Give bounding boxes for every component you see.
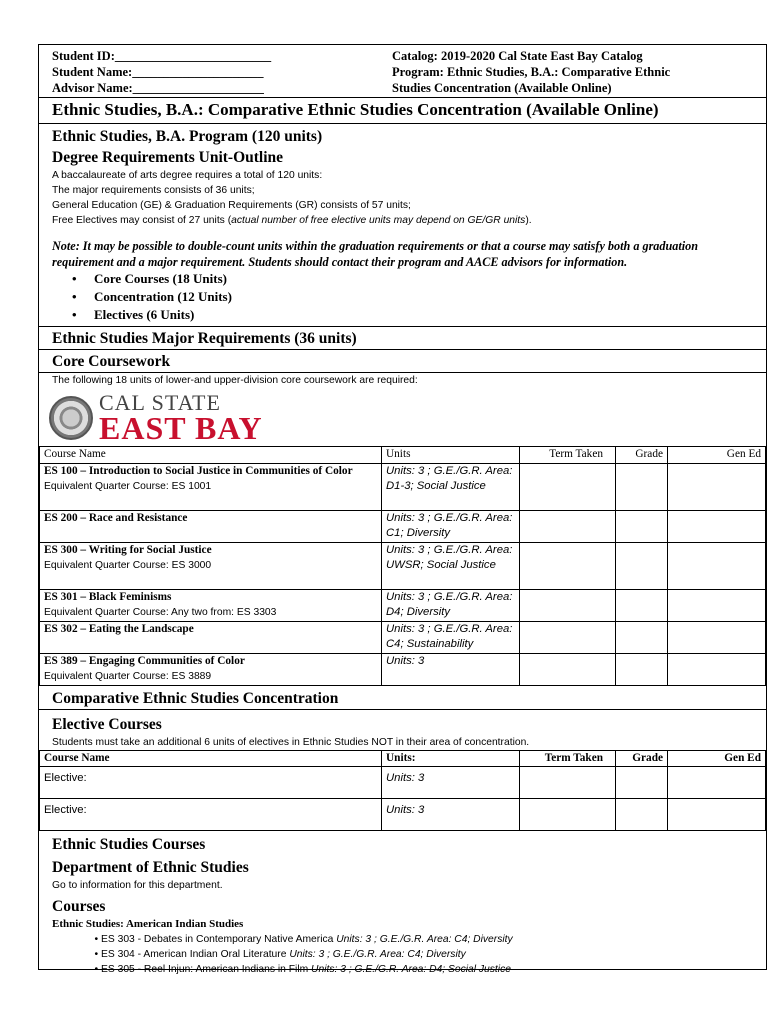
list-item[interactable] bbox=[101, 947, 766, 962]
core-course-table bbox=[39, 446, 766, 686]
term-cell[interactable] bbox=[520, 621, 616, 653]
gened-cell[interactable] bbox=[668, 463, 766, 510]
program-line-3: General Education (GE) & Graduation Requirements (GR) consists of 57 units; bbox=[52, 200, 411, 211]
header-units: Units: bbox=[382, 750, 520, 767]
header-term: Term Taken bbox=[520, 750, 616, 767]
seal-icon bbox=[49, 396, 93, 440]
table-row bbox=[40, 589, 766, 621]
grade-cell[interactable] bbox=[616, 463, 668, 510]
grade-cell[interactable] bbox=[616, 510, 668, 542]
course-name: ES 302 – Eating the Landscape bbox=[44, 622, 194, 635]
course-text: ES 303 - Debates in Contemporary Native America bbox=[101, 934, 337, 945]
requirement-bullets bbox=[39, 270, 766, 324]
logo-line-1: CAL STATE bbox=[99, 390, 221, 415]
gened-cell[interactable] bbox=[668, 621, 766, 653]
logo-line-2: EAST BAY bbox=[99, 410, 263, 446]
term-cell[interactable] bbox=[520, 799, 616, 831]
core-heading: Core Coursework bbox=[39, 349, 766, 372]
course-units: Units: 3 ; G.E./G.R. Area: UWSR; Social Justice bbox=[382, 542, 520, 589]
course-list bbox=[39, 932, 766, 977]
free-italic: actual number of free elective units may depend on GE/GR units bbox=[231, 215, 526, 226]
list-item[interactable] bbox=[101, 932, 766, 947]
dept-heading-1: Ethnic Studies Courses bbox=[52, 836, 206, 853]
course-name: ES 301 – Black Feminisms bbox=[44, 590, 172, 603]
student-info bbox=[39, 45, 370, 97]
logo-wordmark bbox=[99, 392, 263, 444]
term-cell[interactable] bbox=[520, 653, 616, 685]
department-section bbox=[39, 831, 766, 977]
course-text: ES 305 - Reel Injun: American Indians in Film bbox=[101, 964, 312, 975]
bullet-electives: • Electives (6 Units) bbox=[72, 306, 766, 324]
student-header bbox=[39, 45, 766, 97]
dept-heading-2: Department of Ethnic Studies bbox=[52, 859, 249, 876]
core-text: The following 18 units of lower-and upper-division core coursework are required: bbox=[39, 372, 766, 388]
table-header-row bbox=[40, 750, 766, 767]
header-course: Course Name bbox=[40, 447, 382, 464]
grade-cell[interactable] bbox=[616, 589, 668, 621]
grade-cell[interactable] bbox=[616, 621, 668, 653]
table-row bbox=[40, 463, 766, 510]
dept-link[interactable]: Go to information for this department. bbox=[52, 880, 223, 891]
grade-cell[interactable] bbox=[616, 542, 668, 589]
elective-name: Elective: bbox=[40, 799, 382, 831]
catalog-line: Catalog: 2019-2020 Cal State East Bay Catalog bbox=[392, 49, 643, 63]
bullet-concentration: • Concentration (12 Units) bbox=[72, 288, 766, 306]
course-units: Units: 3 ; G.E./G.R. Area: C4; Diversity bbox=[336, 934, 513, 945]
course-eq: Equivalent Quarter Course: ES 3889 bbox=[44, 671, 212, 682]
program-line-1: A baccalaureate of arts degree requires a total of 120 units: bbox=[52, 170, 323, 181]
header-term: Term Taken bbox=[520, 447, 616, 464]
free-electives-line bbox=[39, 213, 766, 228]
program-heading: Ethnic Studies, B.A. Program (120 units) bbox=[52, 128, 323, 145]
course-units: Units: 3 ; G.E./G.R. Area: D4; Social Justice bbox=[311, 964, 511, 975]
elective-text: Students must take an additional 6 units of electives in Ethnic Studies NOT in their area of concentration. bbox=[52, 736, 530, 748]
term-cell[interactable] bbox=[520, 589, 616, 621]
table-row bbox=[40, 767, 766, 799]
grade-cell[interactable] bbox=[616, 767, 668, 799]
catalog-info bbox=[370, 45, 722, 97]
course-eq: Equivalent Quarter Course: ES 3000 bbox=[44, 560, 212, 571]
elective-units: Units: 3 bbox=[382, 767, 520, 799]
student-id-line: Student ID:_________________________ bbox=[52, 49, 272, 63]
program-section bbox=[39, 123, 766, 326]
advisor-name-line: Advisor Name:_____________________ bbox=[52, 81, 264, 95]
table-row bbox=[40, 510, 766, 542]
program-line-2: Studies Concentration (Available Online) bbox=[392, 81, 612, 95]
grade-cell[interactable] bbox=[616, 799, 668, 831]
course-eq: Equivalent Quarter Course: ES 1001 bbox=[44, 481, 212, 492]
note-text: Note: It may be possible to double-count units within the graduation requirements or that a course may satisfy both a graduation requirement and a major requirement. Students should contact their program and AACE advisors for information. bbox=[52, 239, 699, 269]
course-name: ES 200 – Race and Resistance bbox=[44, 511, 188, 524]
header-units: Units bbox=[382, 447, 520, 464]
gened-cell[interactable] bbox=[668, 510, 766, 542]
major-heading: Ethnic Studies Major Requirements (36 units) bbox=[39, 326, 766, 349]
bullet-core: • Core Courses (18 Units) bbox=[72, 270, 766, 288]
course-name: ES 389 – Engaging Communities of Color bbox=[44, 654, 245, 667]
list-item[interactable] bbox=[101, 962, 766, 977]
course-units: Units: 3 ; G.E./G.R. Area: C1; Diversity bbox=[382, 510, 520, 542]
student-name-line: Student Name:_____________________ bbox=[52, 65, 264, 79]
course-units: Units: 3 bbox=[382, 653, 520, 685]
term-cell[interactable] bbox=[520, 463, 616, 510]
table-header-row bbox=[40, 447, 766, 464]
gened-cell[interactable] bbox=[668, 589, 766, 621]
elective-table bbox=[39, 750, 766, 832]
free-suffix: ). bbox=[525, 215, 532, 226]
table-row bbox=[40, 653, 766, 685]
header-gened: Gen Ed bbox=[668, 447, 766, 464]
term-cell[interactable] bbox=[520, 542, 616, 589]
course-name: ES 100 – Introduction to Social Justice in Communities of Color bbox=[44, 464, 353, 477]
table-row bbox=[40, 621, 766, 653]
worksheet-page bbox=[38, 44, 767, 975]
course-name: ES 300 – Writing for Social Justice bbox=[44, 543, 212, 556]
gened-cell[interactable] bbox=[668, 799, 766, 831]
free-prefix: Free Electives may consist of 27 units ( bbox=[52, 215, 232, 226]
gened-cell[interactable] bbox=[668, 542, 766, 589]
table-row bbox=[40, 799, 766, 831]
term-cell[interactable] bbox=[520, 510, 616, 542]
header-grade: Grade bbox=[616, 750, 668, 767]
table-row bbox=[40, 542, 766, 589]
elective-heading: Elective Courses bbox=[39, 709, 766, 735]
program-line-2: The major requirements consists of 36 units; bbox=[52, 185, 255, 196]
course-eq: Equivalent Quarter Course: Any two from: ES 3303 bbox=[44, 607, 277, 618]
term-cell[interactable] bbox=[520, 767, 616, 799]
program-line: Program: Ethnic Studies, B.A.: Comparative Ethnic bbox=[392, 65, 671, 79]
course-group: Ethnic Studies: American Indian Studies bbox=[52, 918, 244, 930]
concentration-heading: Comparative Ethnic Studies Concentration bbox=[52, 689, 339, 707]
header-course: Course Name bbox=[40, 750, 382, 767]
courses-heading: Courses bbox=[52, 898, 106, 915]
elective-units: Units: 3 bbox=[382, 799, 520, 831]
elective-name: Elective: bbox=[40, 767, 382, 799]
course-units: Units: 3 ; G.E./G.R. Area: C4; Sustainability bbox=[382, 621, 520, 653]
header-gened: Gen Ed bbox=[668, 750, 766, 767]
page-title: Ethnic Studies, B.A.: Comparative Ethnic Studies Concentration (Available Online) bbox=[39, 97, 766, 123]
header-grade: Grade bbox=[616, 447, 668, 464]
grade-cell[interactable] bbox=[616, 653, 668, 685]
gened-cell[interactable] bbox=[668, 767, 766, 799]
course-units: Units: 3 ; G.E./G.R. Area: D4; Diversity bbox=[382, 589, 520, 621]
requirements-heading: Degree Requirements Unit-Outline bbox=[52, 149, 284, 166]
gened-cell[interactable] bbox=[668, 653, 766, 685]
course-units: Units: 3 ; G.E./G.R. Area: D1-3; Social Justice bbox=[382, 463, 520, 510]
course-text: ES 304 - American Indian Oral Literature bbox=[101, 949, 290, 960]
university-logo bbox=[39, 388, 766, 446]
course-units: Units: 3 ; G.E./G.R. Area: C4; Diversity bbox=[289, 949, 466, 960]
